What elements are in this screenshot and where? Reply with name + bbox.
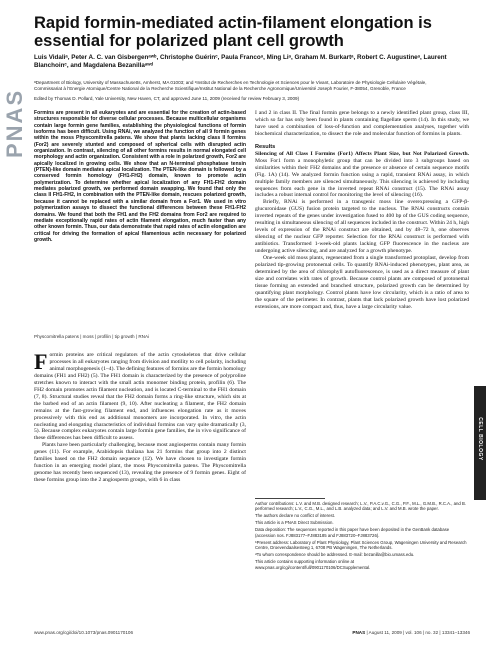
results-paragraph [255,151,469,200]
abstract: Formins are present in all eukaryotes and are essential for the creation of actin-based structures responsible for diverse cellular processes. Because multicellular organisms contain large formin gene families, establishing the physiological functions of formin isoforms has been difficult. Using RNAi, we analyzed the function of all 9 formin genes within the moss Physcomitrella patens. We show that plants lacking class II formins (For2) are severely stunted and composed of spherical cells with disrupted actin organization. In contrast, silencing of all other formins results in normal elongated cell morphology and actin organization. Consistent with a role in polarized growth, For2 are apically localized in growing cells. We show that an N-terminal phosphatase tensin (PTEN)-like domain mediates apical localization. The PTEN-like domain is followed by a conserved formin homology (FH1-FH2) domain, known to promote actin polymerization. To determine whether apical localization of any FH1-FH2 domain mediates polarized growth, we performed domain swapping. We found that only the class II FH1-FH2, in combination with the PTEN-like domain, rescues polarized growth, because it cannot be replaced with a similar domain from a For1. We used in vitro polymerization assays to dissect the functional differences between these FH1-FH2 domains. We found that both the FH1 and the FH2 domains from For2 are required to mediate exceptionally rapid rates of actin filament elongation, much faster than any other known formin. Thus, our data demonstrate that rapid rates of actin elongation are critical for driving the formation of apical filamentous actin necessary for polarized growth. [34,110,246,243]
keywords: Physcomitrella patens | moss | profilin | tip growth | RNAi [34,334,150,339]
footnote: Data deposition: The sequences reported in this paper have been deposited in the GenBank database (accession nos. FJ883177–FJ883185 and FJ883720–FJ883726). [255,527,450,538]
edited-by-line: Edited by Thomas D. Pollard, Yale University, New Haven, CT, and approved June 11, 2009 (received for review February 3, 2009) [34,96,300,101]
results-paragraph-text: Moss For1 form a monophyletic group that can be divided into 3 subgroups based on similarities within their FH2 domains and the presence or absence of certain sequence motifs (Fig. 1A) (14). We analyzed formin function using a rapid, transient RNAi assay, in which multiple family members are silenced simultaneously. This silencing is achieved by including sequences from each gene in the inverted repeat RNAi construct (15). The RNAi assay includes a robust internal control for monitoring the level of silencing (16). [255,157,469,199]
footnote: ᵇPresent address: Laboratory of Plant Physiology, Plant Sciences Group, Wageningen University and Research Centre, Droevendaalsesteeg 1, 6708 PB Wageningen, The Netherlands. [255,539,467,551]
intro-paragraph-text: ormin proteins are critical regulators of the actin cytoskeleton that drive cellular processes in all eukaryotes ranging from division and motility to cell polarity, including animal morphogenesis (1–4). The defining features of formins are the formin homology domains (FH1 and FH2) (5). The FH1 domain is characterized by the presence of polyproline stretches known to interact with the small actin monomer binding protein, profilin (6). The FH2 domain promotes actin filament nucleation, and is located C-terminal to the FH1 domain (7, 8). Structural studies reveal that the FH2 domain forms a ring-like structure, which sits at the barbed end of an actin filament (9, 10). After nucleating a filament, the FH2 domain remains at the fast-growing filament end, and influences elongation rate as it moves processively with this end as additional monomers are incorporated. In vitro, the actin nucleating and elongating characteristics of individual formins can vary quite dramatically (3, 5). Because complex eukaryotes contain large formin gene families, the in vivo significance of these differences has been difficult to assess. [34,352,247,442]
section-side-tab [474,386,486,500]
footnote-rule [255,498,325,499]
issue-info: | August 11, 2009 | vol. 106 | no. 32 | 13341–13346 [365,630,470,635]
results-paragraph: Briefly, RNAi is performed in a transgenic moss line overexpressing a GFP-β-glucuronidase (GUS) fusion protein targeted to the nucleus. The RNAi constructs contain inverted repeats of the genes under investigation fused to 400 bp of the GUS coding sequence, resulting in simultaneous silencing of all sequences included in the construct. Within 24 h, high levels of expression of the RNAi construct are obtained, and by 48–72 h, one observes silencing of the nuclear GFP reporter. Selection for the RNAi construct is performed with antibiotics. Transformed 1-week-old plants lacking GFP fluorescence in the nucleus are undergoing active silencing, and are analyzed for a growth phenotype. [255,199,469,255]
intro-paragraph: Plants have been particularly challenging, because most angiosperms contain many formin genes (11). For example, Arabidopsis thaliana has 21 formins that group into 2 distinct families based on the FH2 domain sequence (12). We have chosen to investigate formin function in an emerging model plant, the moss Physcomitrella patens. The Physcomitrella genome has recently been sequenced (13), revealing the presence of 9 formin genes. Eight of these formins group into the 2 angiosperm groups, with 6 in class [34,442,246,484]
section-heading-results: Results [255,143,276,150]
journal-logo: PNAS [2,88,27,158]
footnote: This article is a PNAS Direct Submission. [255,520,334,526]
right-column [255,110,469,311]
side-tab-label: CELL BIOLOGY [477,417,483,461]
footnote: The authors declare no conflict of interest. [255,513,336,519]
author-list: Luis Vidaliᵃ, Peter A. C. van Gisbergenᵃʷᵇ, Christophe Guérinᶜ, Paula Francoᵃ, Ming Liᵃ, Graham M. Burkartᵃ, Robert C. Augustineᵃ, Laurent Blanchoinᶜ, and Magdalena Bezanillaᵃʷᵈ [34,54,447,69]
journal-citation [352,630,470,635]
doi-link[interactable]: www.pnas.org/cgi/doi/10.1073/pnas.0901170106 [34,630,134,635]
pnas-side-logo [0,40,27,160]
affiliations: ᵃDepartment of Biology, University of Massachusetts, Amherst, MA 01003; and ᶜInstitut de Recherches en Technologie et Sciences pour le Vivant, Laboratoire de Physiologie Cellulaire Végétale, Commissariat à l’Energie Atomique/Centre National de la Recherche Scientifique/Institut National de la Recherche Agronomique/Université Joseph Fourier, F-38054, Grenoble, France [34,80,427,91]
footnote: Author contributions: L.V. and M.B. designed research; L.V., P.A.C.v.G., C.G., P.F., M.L., G.M.B., R.C.A., and B. performed research; L.V., C.G., M.L., and L.B. analyzed data; and L.V. and M.B. wrote the paper. [255,500,467,512]
footnotes [255,498,469,572]
intro-paragraph [34,349,247,442]
journal-name: PNAS [352,630,366,635]
footnote: ᵈTo whom correspondence should be addressed. E-mail: bezanilla@bio.umass.edu. [255,552,415,558]
results-paragraph: One-week old moss plants, regenerated from a single transformed protoplast, develop from polarized tip-growing protonemal cells. To quantify RNAi-induced phenotypes, plant area, as determined by the area of chlorophyll autofluorescence, is used as a direct measure of plant size and correlates with rates of growth. Because control plants are composed of protonemal tissue forming an extended and branched structure, polarized growth can be determined by quantifying plant morphology. Control plants have low circularity, which is a ratio of area to the square of the perimeter. In contrast, plants that lack polarized growth have lost polarized extensions, are more compact and, thus, have a large circularity value. [255,255,469,310]
drop-cap: F [34,349,48,374]
results-subheading: Silencing of All Class I Formins (For1) Affects Plant Size, but Not Polarized Growth. [255,150,469,157]
footnote: This article contains supporting information online at www.pnas.org/cgi/content/full/0901170106/DCSupplemental. [255,559,371,570]
body-paragraph: I and 2 in class II. The final formin gene belongs to a newly identified plant group, class III, which so far has only been found in plants containing flagellate sperm (14). In this study, we have used a combination of loss-of-function and complementation analyses, together with biochemical characterization, to dissect the role and molecular function of formins in plants. [255,110,469,137]
introduction [34,349,247,484]
article-title: Rapid formin-mediated actin-filament elongation is essential for polarized plant cell growth [34,14,432,50]
